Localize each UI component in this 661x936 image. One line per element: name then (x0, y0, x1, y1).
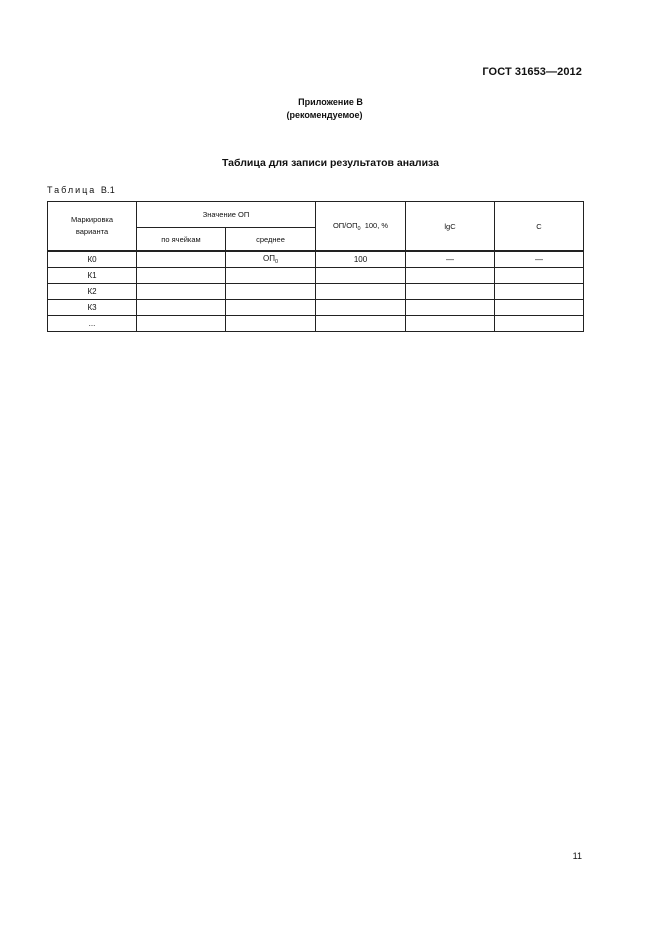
cell-average-subscript: 0 (274, 259, 279, 265)
cell-marking: ... (48, 316, 137, 332)
header-ratio-tail: 100, % (364, 220, 389, 230)
cell-by-cells (137, 300, 226, 316)
table-row (48, 268, 584, 284)
table-caption-prefix: Таблица (47, 185, 97, 195)
header-c: C (495, 202, 584, 252)
header-ratio (316, 202, 406, 252)
cell-lgc (406, 268, 495, 284)
cell-marking: К1 (48, 268, 137, 284)
cell-c (495, 268, 584, 284)
table-title: Таблица для записи результатов анализа (222, 157, 439, 169)
cell-average (226, 251, 316, 268)
document-code: ГОСТ 31653—2012 (482, 66, 582, 78)
cell-by-cells (137, 268, 226, 284)
header-ratio-main: ОП/ОП (332, 220, 358, 230)
cell-c (495, 316, 584, 332)
results-table (47, 201, 584, 332)
header-ratio-subscript: 0 (357, 225, 361, 232)
cell-c: — (495, 251, 584, 268)
cell-by-cells (137, 316, 226, 332)
header-marking-line2: варианта (75, 227, 109, 236)
cell-average-main: ОП (262, 254, 275, 263)
table-row (48, 300, 584, 316)
cell-ratio (316, 316, 406, 332)
header-value-group: Значение ОП (137, 202, 316, 228)
table-row (48, 251, 584, 268)
header-by-cells: по ячейкам (137, 228, 226, 252)
cell-lgc (406, 316, 495, 332)
cell-ratio: 100 (316, 251, 406, 268)
cell-average (226, 268, 316, 284)
cell-lgc (406, 300, 495, 316)
header-marking (48, 202, 137, 252)
cell-average (226, 316, 316, 332)
table-row (48, 284, 584, 300)
appendix-title: Приложение В (298, 97, 363, 107)
cell-marking: К2 (48, 284, 137, 300)
cell-lgc: — (406, 251, 495, 268)
header-average: среднее (226, 228, 316, 252)
appendix-heading (0, 96, 661, 122)
table-caption-number: В.1 (100, 185, 115, 195)
cell-ratio (316, 300, 406, 316)
cell-marking: К0 (48, 251, 137, 268)
cell-average (226, 300, 316, 316)
cell-c (495, 300, 584, 316)
page-number: 11 (572, 851, 582, 861)
table-row (48, 316, 584, 332)
cell-c (495, 284, 584, 300)
table-caption (47, 185, 115, 195)
cell-ratio (316, 268, 406, 284)
header-marking-line1: Маркировка (70, 215, 114, 224)
cell-by-cells (137, 251, 226, 268)
cell-ratio (316, 284, 406, 300)
appendix-subtitle: (рекомендуемое) (286, 110, 363, 120)
cell-marking: К3 (48, 300, 137, 316)
cell-lgc (406, 284, 495, 300)
cell-average (226, 284, 316, 300)
cell-by-cells (137, 284, 226, 300)
header-lgc: lgC (406, 202, 495, 252)
